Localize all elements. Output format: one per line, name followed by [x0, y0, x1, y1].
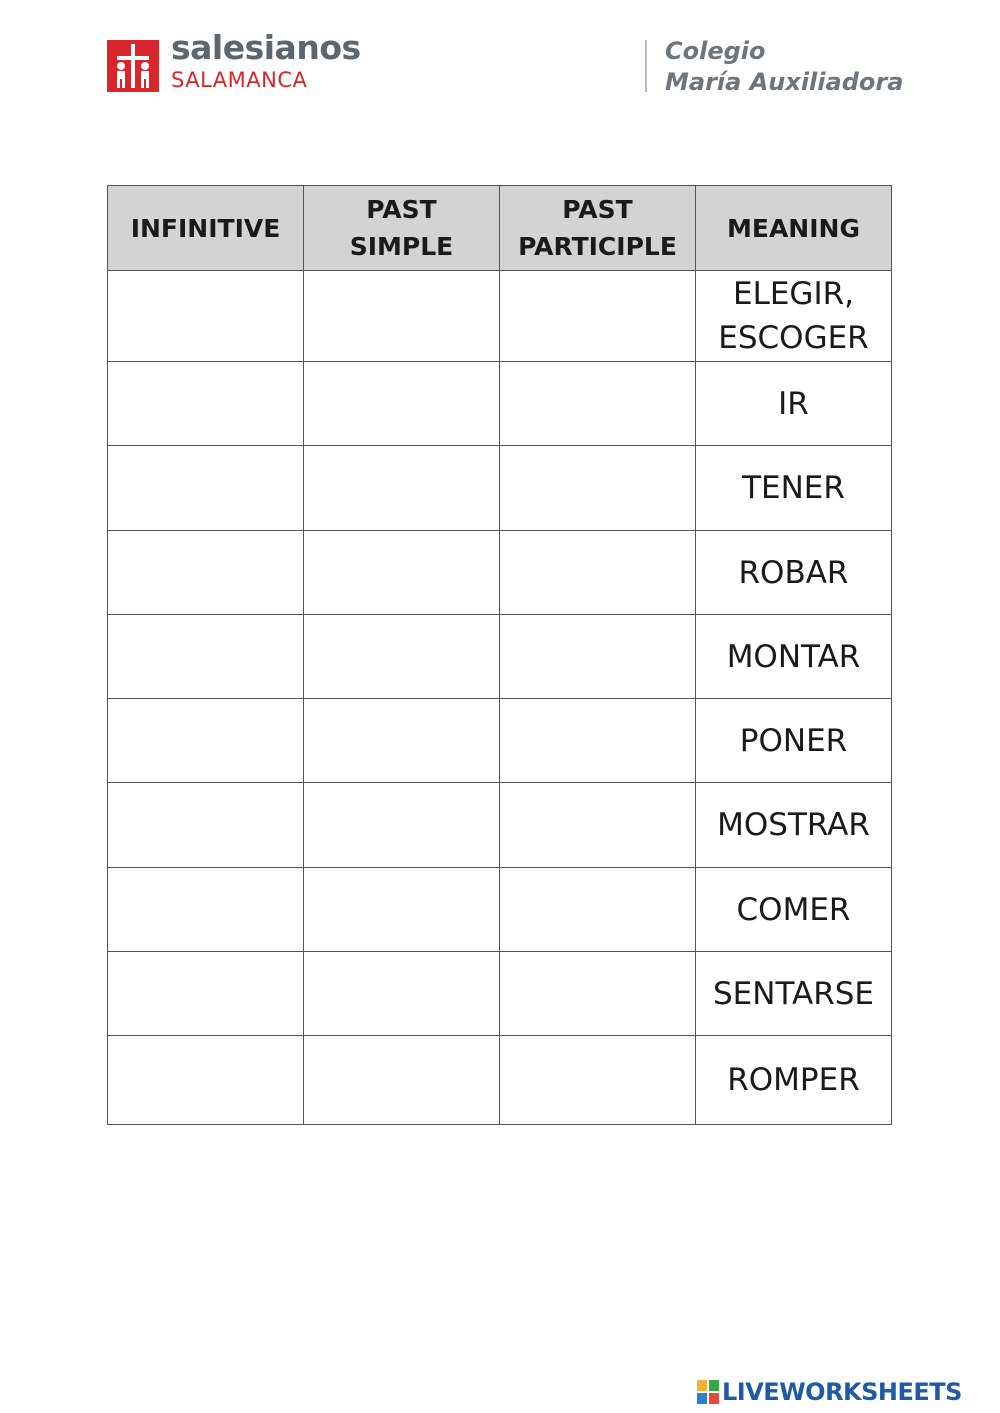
infinitive-cell[interactable]: [108, 531, 304, 615]
brand-block: [171, 28, 361, 92]
column-header-past-simple: PAST SIMPLE: [304, 186, 500, 271]
irregular-verbs-table: [107, 185, 892, 1125]
school-line-1: Colegio: [665, 37, 766, 65]
table-row: [108, 271, 892, 362]
past-participle-cell[interactable]: [500, 271, 696, 362]
meaning-cell: ROBAR: [696, 531, 892, 615]
past-participle-cell[interactable]: [500, 531, 696, 615]
past-participle-cell[interactable]: [500, 868, 696, 952]
liveworksheets-text: LIVEWORKSHEETS: [722, 1378, 962, 1406]
past-simple-cell[interactable]: [304, 783, 500, 868]
meaning-cell: PONER: [696, 699, 892, 783]
table-row: [108, 952, 892, 1036]
column-header-meaning: MEANING: [696, 186, 892, 271]
infinitive-cell[interactable]: [108, 362, 304, 446]
past-simple-cell[interactable]: [304, 362, 500, 446]
infinitive-cell[interactable]: [108, 868, 304, 952]
infinitive-cell[interactable]: [108, 699, 304, 783]
liveworksheets-logo-icon: [697, 1380, 719, 1404]
infinitive-cell[interactable]: [108, 952, 304, 1036]
table-row: [108, 531, 892, 615]
past-simple-cell[interactable]: [304, 952, 500, 1036]
meaning-cell: MONTAR: [696, 615, 892, 699]
past-participle-cell[interactable]: [500, 783, 696, 868]
past-participle-cell[interactable]: [500, 446, 696, 531]
infinitive-cell[interactable]: [108, 615, 304, 699]
meaning-cell: TENER: [696, 446, 892, 531]
past-simple-cell[interactable]: [304, 271, 500, 362]
infinitive-cell[interactable]: [108, 446, 304, 531]
past-simple-cell[interactable]: [304, 446, 500, 531]
table-row: [108, 868, 892, 952]
table-header-row: [108, 186, 892, 271]
infinitive-cell[interactable]: [108, 1036, 304, 1125]
infinitive-cell[interactable]: [108, 271, 304, 362]
meaning-cell: MOSTRAR: [696, 783, 892, 868]
table-row: [108, 1036, 892, 1125]
past-simple-cell[interactable]: [304, 531, 500, 615]
table-row: [108, 446, 892, 531]
meaning-cell: IR: [696, 362, 892, 446]
meaning-cell: SENTARSE: [696, 952, 892, 1036]
table-row: [108, 783, 892, 868]
brand-name: salesianos: [171, 28, 361, 67]
past-participle-cell[interactable]: [500, 615, 696, 699]
infinitive-cell[interactable]: [108, 783, 304, 868]
table-row: [108, 615, 892, 699]
school-name: [665, 36, 903, 98]
meaning-cell: ROMPER: [696, 1036, 892, 1125]
past-participle-cell[interactable]: [500, 362, 696, 446]
liveworksheets-watermark: [697, 1378, 962, 1406]
past-participle-cell[interactable]: [500, 952, 696, 1036]
brand-city: SALAMANCA: [171, 68, 308, 92]
past-participle-cell[interactable]: [500, 1036, 696, 1125]
school-line-2: María Auxiliadora: [665, 68, 904, 96]
salesianos-logo-icon: [107, 40, 159, 92]
past-simple-cell[interactable]: [304, 1036, 500, 1125]
past-simple-cell[interactable]: [304, 868, 500, 952]
table-row: [108, 699, 892, 783]
past-simple-cell[interactable]: [304, 699, 500, 783]
column-header-past-participle: PAST PARTICIPLE: [500, 186, 696, 271]
meaning-cell: COMER: [696, 868, 892, 952]
header-divider: [645, 40, 647, 92]
past-participle-cell[interactable]: [500, 699, 696, 783]
table-row: [108, 362, 892, 446]
column-header-infinitive: INFINITIVE: [108, 186, 304, 271]
past-simple-cell[interactable]: [304, 615, 500, 699]
meaning-cell: ELEGIR, ESCOGER: [696, 271, 892, 362]
